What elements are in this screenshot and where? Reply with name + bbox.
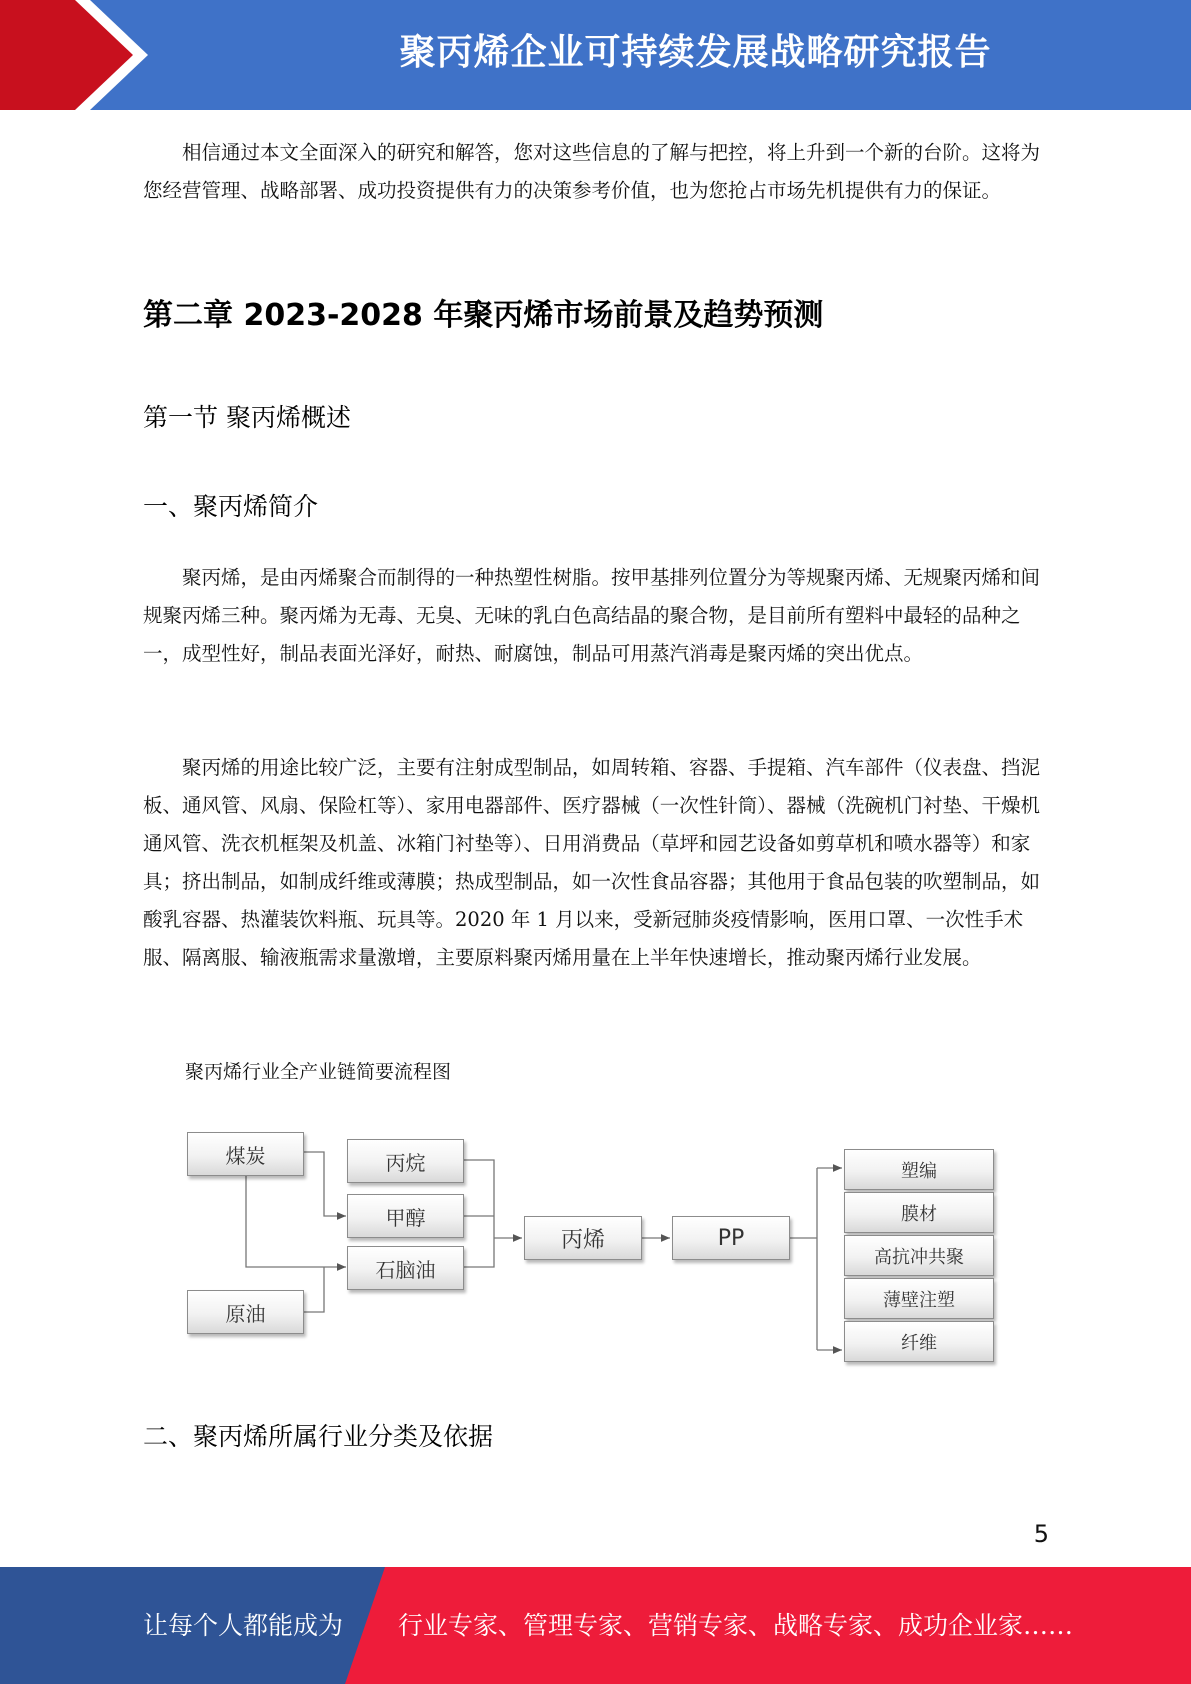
body-paragraph: 聚丙烯的用途比较广泛，主要有注射成型制品，如周转箱、容器、手提箱、汽车部件（仪表盘、挡泥板、通风管、风扇、保险杠等）、家用电器部件、医疗器械（一次性针筒）、器械（洗碗机门衬垫、干燥机通风管、洗衣机框架及机盖、冰箱门衬垫等）、日用消费品（草坪和园艺设备如剪草机和喷水器等）和家具；挤出制品，如制成纤维或薄膜；热成型制品，如一次性食品容器；其他用于食品包装的吹塑制品，如酸乳容器、热灌装饮料瓶、玩具等。2020 年 1 月以来，受新冠肺炎疫情影响，医用口罩、一次性手术服、隔离服、输液瓶需求量激增，主要原料聚丙烯用量在上半年快速增长，推动聚丙烯行业发展。 (143, 756, 1041, 969)
section-title: 第一节 聚丙烯概述 (143, 403, 351, 432)
intro-paragraph: 相信通过本文全面深入的研究和解答，您对这些信息的了解与把控，将上升到一个新的台阶。这将为您经营管理、战略部署、成功投资提供有力的决策参考价值，也为您抢占市场先机提供有力的保证。 (143, 141, 1041, 202)
node-crude-oil: 原油 (187, 1290, 304, 1334)
node-propane: 丙烷 (347, 1139, 464, 1183)
node-product: 膜材 (844, 1192, 994, 1233)
header-chevron-icon (0, 0, 160, 110)
header-band (0, 0, 1191, 110)
footer-slogan-right: 行业专家、管理专家、营销专家、战略专家、成功企业家…… (398, 1611, 1074, 1640)
footer-slogan-left: 让每个人都能成为 (143, 1611, 344, 1640)
node-product: 薄壁注塑 (844, 1278, 994, 1319)
subsection-title: 二、聚丙烯所属行业分类及依据 (143, 1422, 494, 1451)
industry-chain-diagram (182, 1122, 1012, 1372)
chapter-title: 第二章 2023-2028 年聚丙烯市场前景及趋势预测 (143, 298, 824, 333)
node-naphtha: 石脑油 (347, 1246, 464, 1290)
page-number: 5 (1033, 1520, 1049, 1548)
body-paragraph: 聚丙烯，是由丙烯聚合而制得的一种热塑性树脂。按甲基排列位置分为等规聚丙烯、无规聚丙烯和间规聚丙烯三种。聚丙烯为无毒、无臭、无味的乳白色高结晶的聚合物，是目前所有塑料中最轻的品种之一，成型性好，制品表面光泽好，耐热、耐腐蚀，制品可用蒸汽消毒是聚丙烯的突出优点。 (143, 566, 1041, 665)
node-product: 塑编 (844, 1149, 994, 1190)
subsection-title: 一、聚丙烯简介 (143, 492, 319, 521)
node-methanol: 甲醇 (347, 1194, 464, 1238)
node-propylene: 丙烯 (524, 1216, 642, 1260)
node-product: 高抗冲共聚 (844, 1235, 994, 1276)
figure-caption: 聚丙烯行业全产业链简要流程图 (185, 1061, 452, 1083)
report-title: 聚丙烯企业可持续发展战略研究报告 (399, 32, 992, 73)
node-product: 纤维 (844, 1321, 994, 1362)
node-coal: 煤炭 (187, 1132, 304, 1176)
node-pp: PP (672, 1216, 790, 1260)
